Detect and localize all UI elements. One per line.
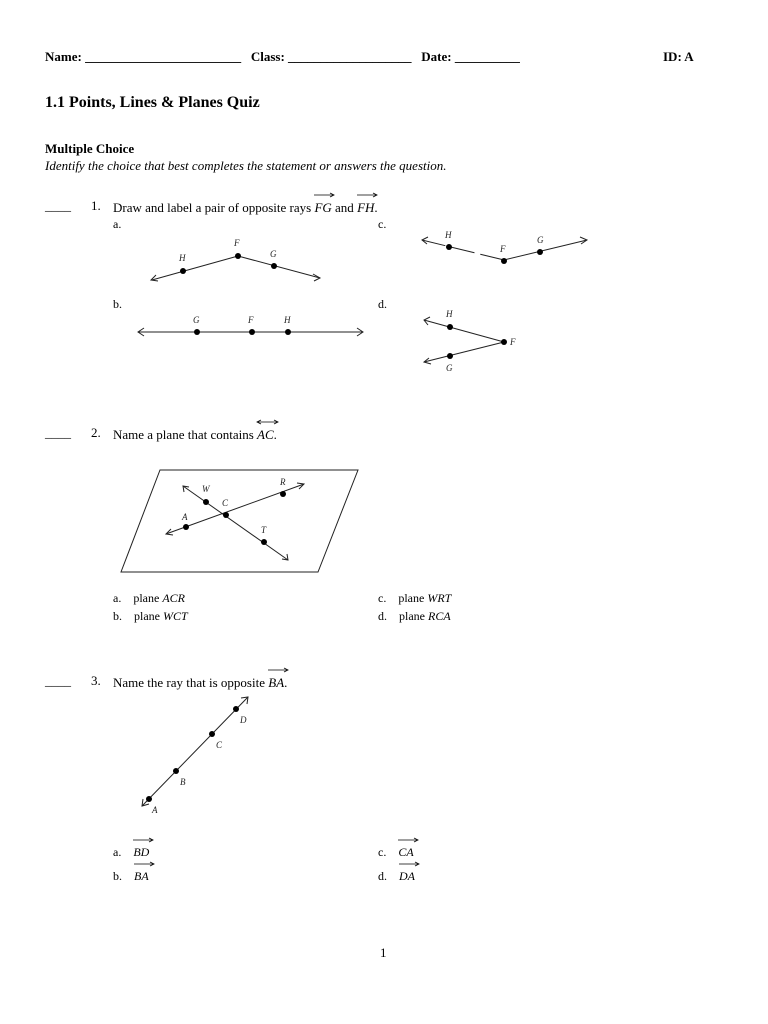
id-label: ID: A	[663, 49, 694, 64]
q2-plane-figure	[118, 466, 364, 578]
q2-choice-b[interactable]: b. plane WCT	[113, 609, 188, 623]
page-number: 1	[380, 945, 387, 960]
q1-text: Draw and label a pair of opposite rays FG and FH.	[113, 198, 378, 216]
name-label: Name:	[45, 49, 82, 64]
q1-choice-b-letter[interactable]: b.	[113, 297, 122, 311]
section-instructions: Identify the choice that best completes the statement or answers the question.	[45, 158, 447, 173]
q3-text-before: Name the ray that is opposite	[113, 675, 265, 690]
point-label: A	[182, 512, 188, 522]
point-label: F	[500, 244, 506, 254]
point-label: W	[202, 484, 210, 494]
q1-number: 1.	[91, 198, 101, 213]
q3-answer-blank[interactable]: ____	[45, 673, 71, 688]
q3-ray-ba: BA	[268, 673, 284, 691]
q2-choice-c[interactable]: c. plane WRT	[378, 591, 452, 605]
q1-figure-c	[404, 226, 604, 282]
q1-ray-fh: FH	[357, 198, 374, 216]
ray-arrow-icon	[357, 192, 379, 198]
date-label: Date:	[421, 49, 452, 64]
q2-text: Name a plane that contains AC.	[113, 425, 277, 443]
class-label: Class:	[250, 49, 285, 64]
ray-arrow-icon	[134, 861, 156, 867]
point-label: G	[270, 249, 277, 259]
point-label: H	[284, 315, 291, 325]
name-blank: ________________________	[85, 49, 242, 64]
q1-text-before: Draw and label a pair of opposite rays	[113, 200, 312, 215]
q1-answer-blank[interactable]: ____	[45, 198, 71, 213]
q1-figure-d	[416, 308, 536, 374]
q1-ray-fg: FG	[314, 198, 331, 216]
point-label: A	[152, 805, 158, 815]
q1-figure-b	[135, 310, 370, 344]
point-label: H	[446, 309, 453, 319]
point-label: G	[193, 315, 200, 325]
q1-choice-a-letter[interactable]: a.	[113, 217, 122, 231]
point-label: B	[180, 777, 186, 787]
point-label: H	[445, 230, 452, 240]
q2-answer-blank[interactable]: ____	[45, 425, 71, 440]
q2-line-ac: AC	[257, 425, 274, 443]
q2-number: 2.	[91, 425, 101, 440]
q3-choice-d[interactable]: d. DA	[378, 867, 415, 884]
q3-number: 3.	[91, 673, 101, 688]
date-blank: __________	[454, 49, 520, 64]
page-title: 1.1 Points, Lines & Planes Quiz	[45, 94, 260, 111]
point-label: C	[216, 740, 223, 750]
q1-figure-a	[140, 228, 340, 288]
ray-arrow-icon	[398, 837, 420, 843]
ray-arrow-icon	[268, 667, 290, 673]
q2-text-before: Name a plane that contains	[113, 427, 254, 442]
point-label: G	[446, 363, 453, 373]
point-label: R	[280, 477, 286, 487]
q3-choice-c[interactable]: c. CA	[378, 843, 414, 860]
ray-arrow-icon	[133, 837, 155, 843]
line-arrow-icon	[257, 419, 279, 425]
q3-text: Name the ray that is opposite BA.	[113, 673, 287, 691]
q1-choice-c-letter[interactable]: c.	[378, 217, 387, 231]
q2-choice-d[interactable]: d. plane RCA	[378, 609, 451, 623]
q1-connector: and	[335, 200, 354, 215]
ray-arrow-icon	[314, 192, 336, 198]
point-label: T	[261, 525, 267, 535]
header-line	[45, 49, 520, 65]
q3-line-figure	[136, 692, 266, 818]
q1-choice-d-letter[interactable]: d.	[378, 297, 387, 311]
point-label: D	[240, 715, 247, 725]
section-heading: Multiple Choice	[45, 141, 135, 156]
point-label: H	[179, 253, 186, 263]
point-label: C	[222, 498, 229, 508]
point-label: F	[510, 337, 516, 347]
point-label: F	[248, 315, 254, 325]
ray-arrow-icon	[399, 861, 421, 867]
q2-choice-a[interactable]: a. plane ACR	[113, 591, 185, 605]
point-label: G	[537, 235, 544, 245]
point-label: F	[234, 238, 240, 248]
q3-choice-b[interactable]: b. BA	[113, 867, 149, 884]
class-blank: ___________________	[288, 49, 412, 64]
q3-choice-a[interactable]: a. BD	[113, 843, 149, 860]
